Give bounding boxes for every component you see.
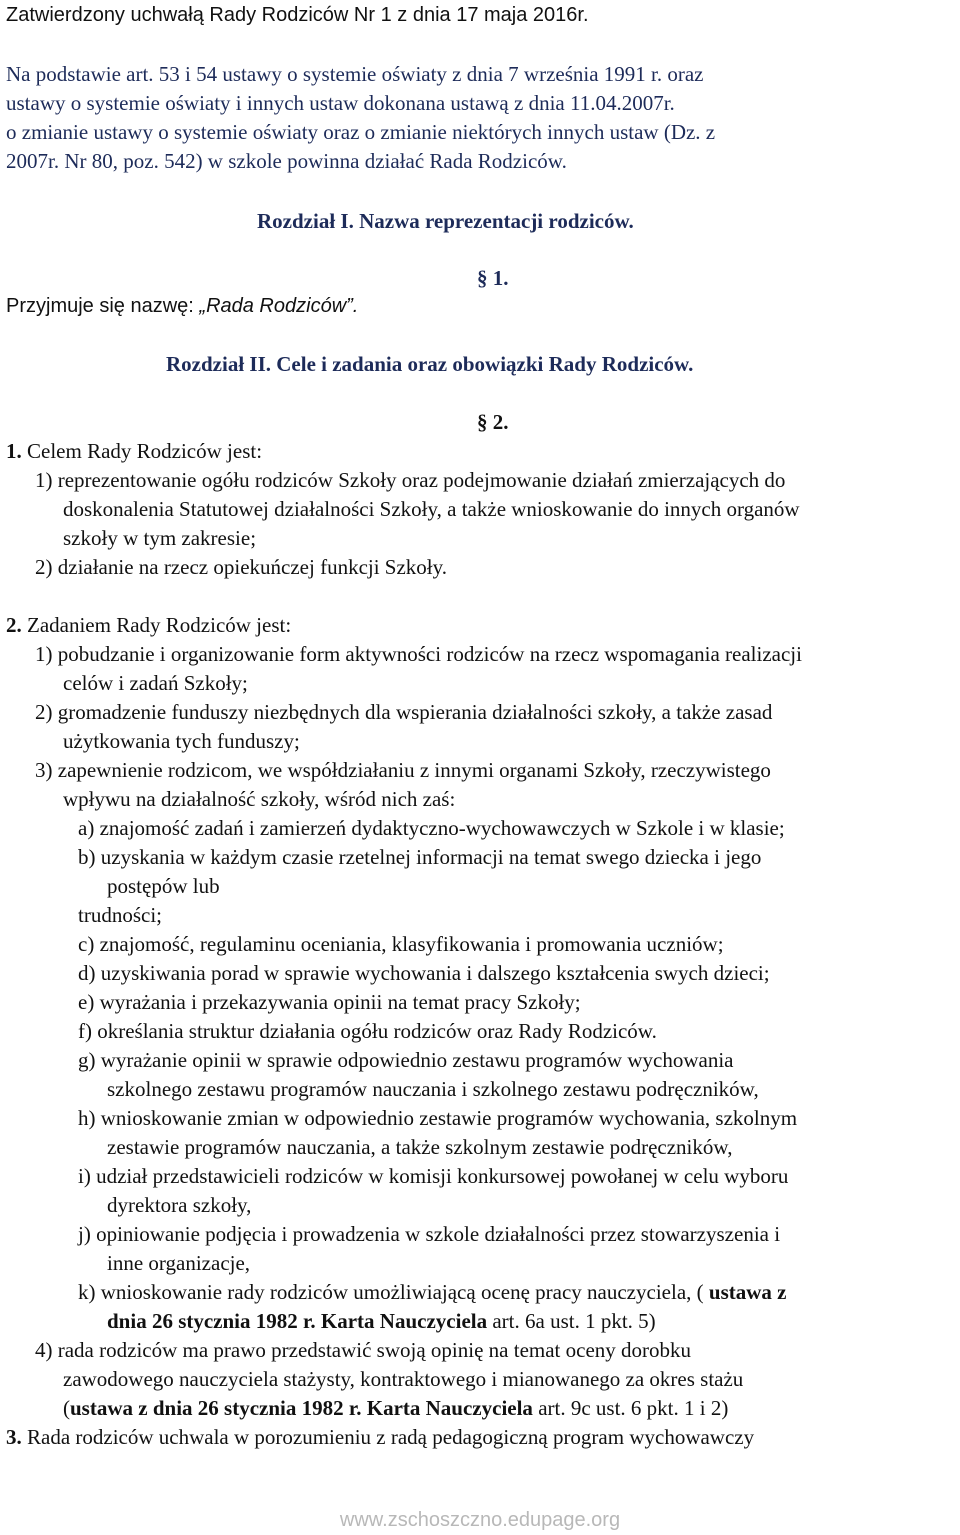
section-1-number: § 1. [477,266,509,290]
list-item: 2) działanie na rzecz opiekuńczej funkcji Szkoły. [35,555,448,579]
sub-item-continuation: trudności; [78,903,162,927]
list-item-continuation: wpływu na działalność szkoły, wśród nich zaś: [63,787,456,811]
approval-note: Zatwierdzony uchwałą Rady Rodziców Nr 1 z dnia 17 maja 2016r. [6,4,589,26]
section-2-number: § 2. [477,410,509,434]
sub-item: j) opiniowanie podjęcia i prowadzenia w szkole działalności przez stowarzyszenia i [78,1222,781,1246]
list-item: 1) pobudzanie i organizowanie form aktywności rodziców na rzecz wspomagania realizacji [35,642,802,666]
list-item-continuation: doskonalenia Statutowej działalności Szkoły, a także wnioskowanie do innych organów [63,497,800,521]
sub-item: i) udział przedstawicieli rodziców w komisji konkursowej powołanej w celu wyboru [78,1164,789,1188]
intro-line: o zmianie ustawy o systemie oświaty oraz o zmianie niektórych innych ustaw (Dz. z [6,120,716,144]
list-item: 2) gromadzenie funduszy niezbędnych dla wspierania działalności szkoły, a także zasad [35,700,773,724]
list-item: 3) zapewnienie rodzicom, we współdziałaniu z innymi organami Szkoły, rzeczywistego [35,758,771,782]
intro-line: 2007r. Nr 80, poz. 542) w szkole powinna działać Rada Rodziców. [6,149,567,173]
sub-item-continuation: dyrektora szkoły, [107,1193,252,1217]
sub-item-continuation: zestawie programów nauczania, a także szkolnym zestawie podręczników, [107,1135,733,1159]
sub-item: e) wyrażania i przekazywania opinii na temat pracy Szkoły; [78,990,581,1014]
point-2-heading: 2. Zadaniem Rady Rodziców jest: [6,613,292,637]
point-3: 3. Rada rodziców uchwala w porozumieniu z radą pedagogiczną program wychowawczy [6,1425,755,1449]
sub-item-continuation: postępów lub [107,874,220,898]
intro-line: ustawy o systemie oświaty i innych ustaw dokonana ustawą z dnia 11.04.2007r. [6,91,675,115]
chapter-1-heading: Rozdział I. Nazwa reprezentacji rodziców. [257,209,634,233]
list-item-continuation: zawodowego nauczyciela stażysty, kontraktowego i mianowanego za okres stażu [63,1367,744,1391]
list-item-continuation: (ustawa z dnia 26 stycznia 1982 r. Karta Nauczyciela art. 9c ust. 6 pkt. 1 i 2) [63,1396,729,1420]
footer-url: www.zschoszczno.edupage.org [339,1509,621,1531]
sub-item: f) określania struktur działania ogółu rodziców oraz Rady Rodziców. [78,1019,657,1043]
sub-item-continuation: inne organizacje, [107,1251,251,1275]
chapter-2-heading: Rozdział II. Cele i zadania oraz obowiązki Rady Rodziców. [166,352,694,376]
list-item: 1) reprezentowanie ogółu rodziców Szkoły oraz podejmowanie działań zmierzających do [35,468,786,492]
name-statement: Przyjmuje się nazwę: „Rada Rodziców”. [6,295,359,317]
sub-item: k) wnioskowanie rady rodziców umożliwiającą ocenę pracy nauczyciela, ( ustawa z [78,1280,787,1304]
list-item-continuation: szkoły w tym zakresie; [63,526,257,550]
sub-item: d) uzyskiwania porad w sprawie wychowania i dalszego kształcenia swych dzieci; [78,961,770,985]
list-item: 4) rada rodziców ma prawo przedstawić swoją opinię na temat oceny dorobku [35,1338,692,1362]
list-item-continuation: celów i zadań Szkoły; [63,671,248,695]
sub-item-continuation: dnia 26 stycznia 1982 r. Karta Nauczyciela art. 6a ust. 1 pkt. 5) [107,1309,656,1333]
sub-item: a) znajomość zadań i zamierzeń dydaktyczno-wychowawczych w Szkole i w klasie; [78,816,785,840]
intro-line: Na podstawie art. 53 i 54 ustawy o systemie oświaty z dnia 7 września 1991 r. oraz [6,62,704,86]
sub-item: g) wyrażanie opinii w sprawie odpowiednio zestawu programów wychowania [78,1048,734,1072]
sub-item-continuation: szkolnego zestawu programów nauczania i szkolnego zestawu podręczników, [107,1077,759,1101]
point-1-heading: 1. Celem Rady Rodziców jest: [6,439,263,463]
sub-item: b) uzyskania w każdym czasie rzetelnej informacji na temat swego dziecka i jego [78,845,762,869]
sub-item: h) wnioskowanie zmian w odpowiednio zestawie programów wychowania, szkolnym [78,1106,798,1130]
sub-item: c) znajomość, regulaminu oceniania, klasyfikowania i promowania uczniów; [78,932,724,956]
list-item-continuation: użytkowania tych funduszy; [63,729,300,753]
